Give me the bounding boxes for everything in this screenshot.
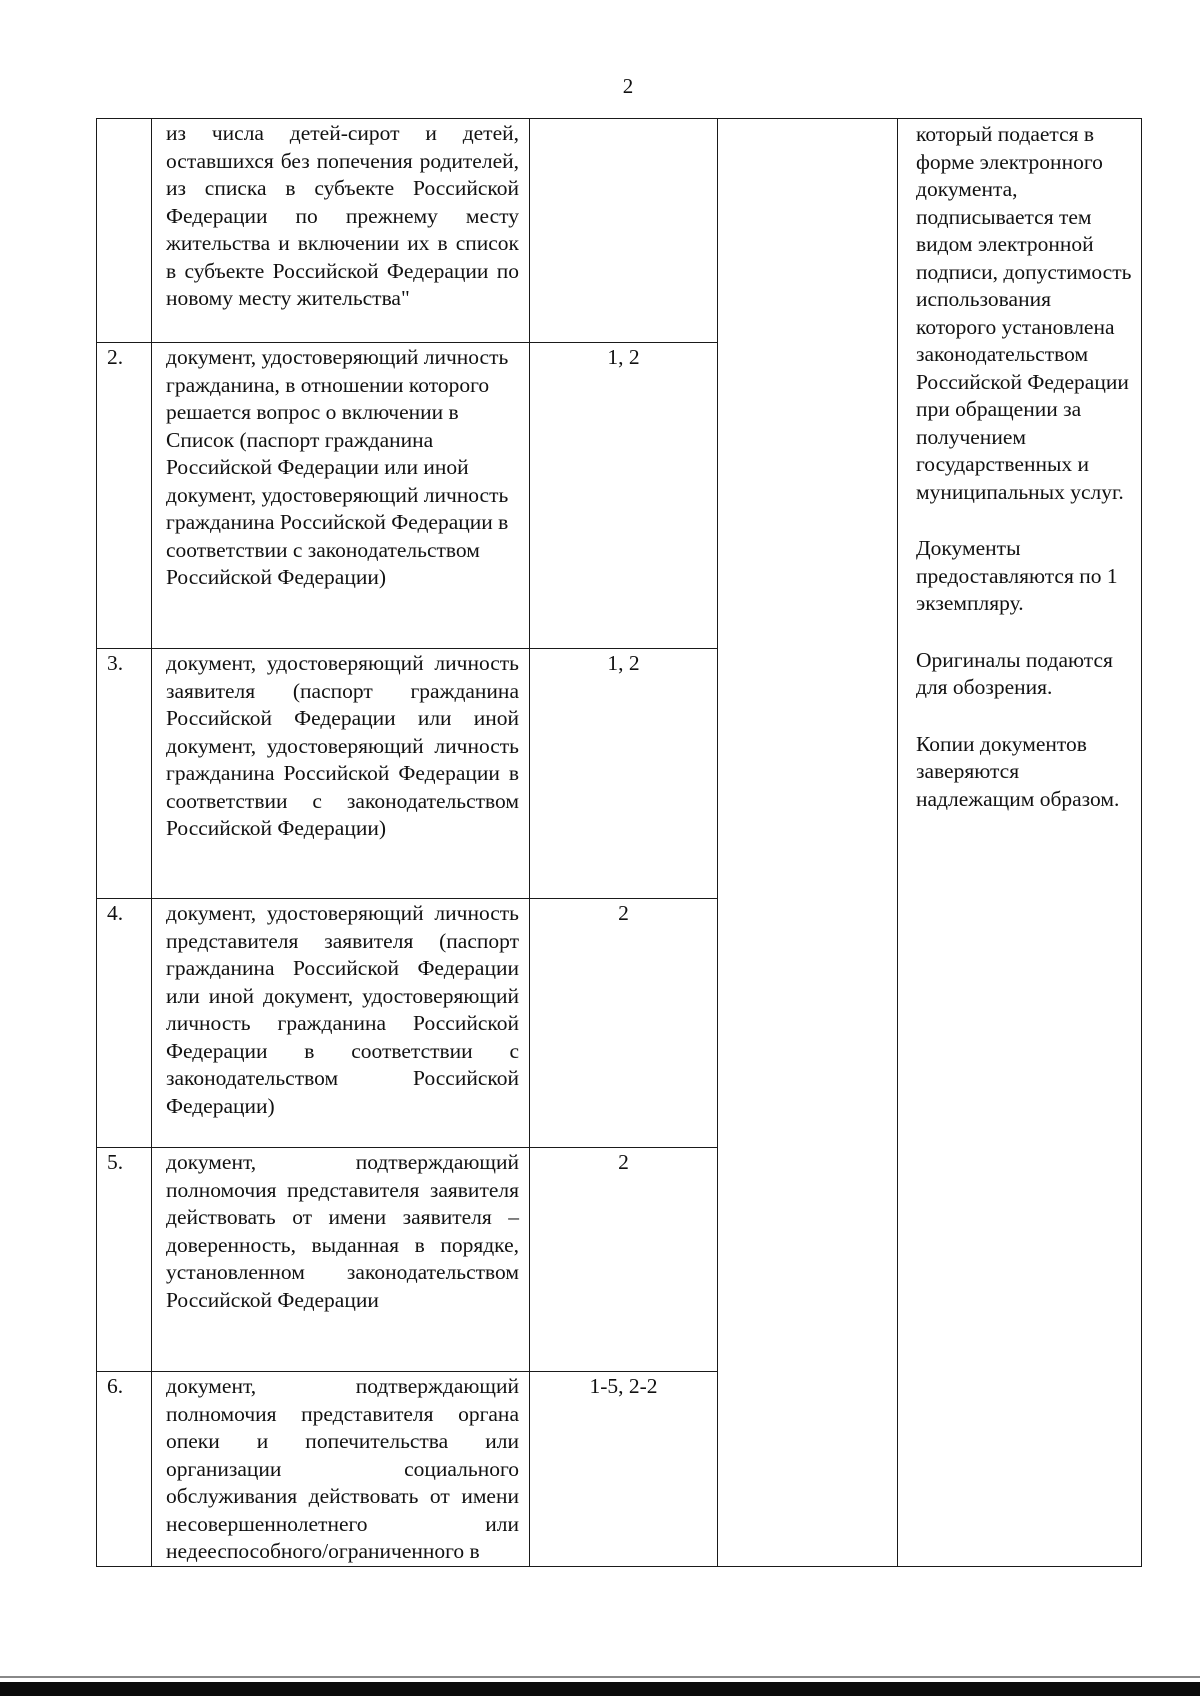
row-number xyxy=(97,119,152,343)
row-number: 5. xyxy=(97,1148,152,1372)
scan-edge-line xyxy=(0,1676,1200,1678)
document-name: документ, удостоверяющий личность заявителя (паспорт гражданина Российской Федерации или иной документ, удостоверяющий личность гражданина Российской Федерации в соответствии с законодательством Российской Федерации) xyxy=(152,649,530,899)
document-count: 1, 2 xyxy=(530,343,718,649)
note-originals: Оригиналы подаются для обозрения. xyxy=(916,647,1113,699)
row-number: 6. xyxy=(97,1372,152,1567)
document-count: 2 xyxy=(530,899,718,1148)
table-row xyxy=(97,119,1142,343)
page-number: 2 xyxy=(622,74,634,98)
document-count: 1, 2 xyxy=(530,649,718,899)
empty-column-cell xyxy=(718,119,898,1567)
note-electronic-document: который подается в форме электронного документа, подписывается тем видом электронной подписи, допустимость использования которого установлена законодательством Российской Федерации при обращении за получением государственных и муниципальных услуг. xyxy=(916,122,1132,504)
document-name: документ, удостоверяющий личность представителя заявителя (паспорт гражданина Российской Федерации или иной документ, удостоверяющий личность гражданина Российской Федерации в соответствии с законодательством Российской Федерации) xyxy=(152,899,530,1148)
note-copies-count: Документы предоставляются по 1 экземпляру. xyxy=(916,536,1118,615)
documents-table xyxy=(96,118,1142,1567)
scan-edge-bar xyxy=(0,1682,1200,1696)
note-certified-copies: Копии документов заверяются надлежащим образом. xyxy=(916,731,1120,811)
document-count: 2 xyxy=(530,1148,718,1372)
document-name: документ, подтверждающий полномочия представителя органа опеки и попечительства или организации социального обслуживания действовать от имени несовершеннолетнего или недееспособного/ограниченного в xyxy=(152,1372,530,1567)
document-count xyxy=(530,119,718,343)
document-name: из числа детей-сирот и детей, оставшихся без попечения родителей, из списка в субъекте Российской Федерации по прежнему месту жительства и включении их в список в субъекте Российской Федерации по новому месту жительства" xyxy=(152,119,530,343)
notes-cell xyxy=(898,119,1142,1567)
row-number: 4. xyxy=(97,899,152,1148)
document-name: документ, подтверждающий полномочия представителя заявителя действовать от имени заявителя – доверенность, выданная в порядке, установленном законодательством Российской Федерации xyxy=(152,1148,530,1372)
document-count: 1-5, 2-2 xyxy=(530,1372,718,1567)
row-number: 2. xyxy=(97,343,152,649)
row-number: 3. xyxy=(97,649,152,899)
document-name: документ, удостоверяющий личность гражданина, в отношении которого решается вопрос о включении в Список (паспорт гражданина Российской Федерации или иной документ, удостоверяющий личность гражданина Российской Федерации в соответствии с законодательством Российской Федерации) xyxy=(152,343,530,649)
